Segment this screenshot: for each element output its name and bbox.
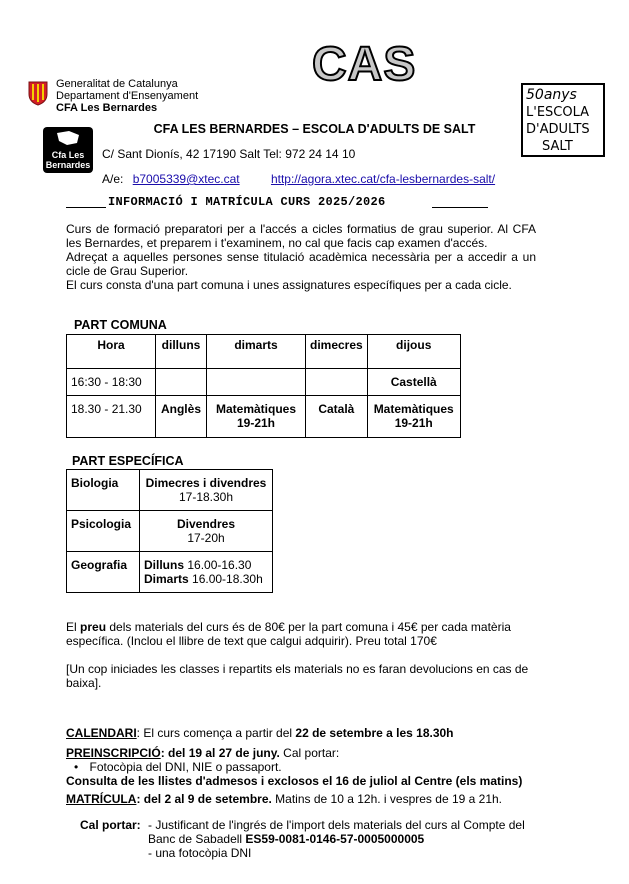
refund-note: [Un cop iniciades les classes i repartits els materials no es faran devolucions en cas de baixa]. — [66, 662, 529, 690]
portar-line-1: - Justificant de l'ingrés de l'import dels materials del curs al Compte del — [148, 818, 525, 832]
preinscripcio-line: PREINSCRIPCIÓ: del 19 al 27 de juny. Cal portar: — [66, 746, 340, 760]
bullet-icon: • — [74, 760, 79, 774]
geografia-time-2: 16.00-18.30h — [188, 572, 263, 586]
preinscripcio-label: PREINSCRIPCIÓ — [66, 746, 161, 760]
subject-geografia: Geografia — [67, 552, 140, 593]
table-row — [67, 511, 273, 552]
row1-dimecres — [306, 369, 368, 396]
row1-dijous: Castellà — [367, 369, 460, 396]
row2-hora: 18.30 - 21.30 — [67, 396, 156, 438]
matricula-label: MATRÍCULA — [66, 792, 137, 806]
row1-hora: 16:30 - 18:30 — [67, 369, 156, 396]
intro-text — [66, 222, 536, 292]
row1-dilluns — [156, 369, 207, 396]
biologia-line-1: Dimecres i divendres — [145, 476, 267, 490]
school-title: CFA LES BERNARDES – ESCOLA D'ADULTS DE SALT — [153, 122, 476, 136]
table-header-row — [67, 335, 461, 369]
title-underline-left — [66, 207, 106, 208]
table-row — [67, 369, 461, 396]
50-anys-logo — [520, 82, 606, 158]
gencat-line-3: CFA Les Bernardes — [56, 102, 158, 114]
header-dijous: dijous — [367, 335, 460, 369]
sig-line-2: L'ESCOLA — [526, 105, 590, 120]
gencat-line-1: Generalitat de Catalunya — [56, 78, 178, 90]
psicologia-line-2: 17-20h — [187, 531, 225, 545]
sig-line-4: SALT — [542, 139, 573, 154]
sig-line-3: D'ADULTS — [526, 122, 590, 137]
intro-p2: Adreçat a aquelles persones sense titulació acadèmica necessària per a accedir a un cicle de Grau Superior. — [66, 250, 536, 278]
cas-big-title: CAS — [312, 38, 417, 91]
cal-portar-section — [80, 818, 525, 860]
calendar-section — [66, 726, 566, 806]
psicologia-line-1: Divendres — [176, 517, 236, 531]
calendari-label: CALENDARI — [66, 726, 137, 740]
intro-p3: El curs consta d'una part comuna i unes assignatures específiques per a cada cicle. — [66, 278, 512, 292]
website-link[interactable]: http://agora.xtec.cat/cfa-lesbernardes-salt/ — [270, 172, 496, 186]
school-address: C/ Sant Dionís, 42 17190 Salt Tel: 972 24 14 10 — [102, 147, 356, 161]
consulta-line: Consulta de les llistes d'admesos i exclosos el 16 de juliol al Centre (els matins) — [66, 774, 523, 788]
email-label: A/e: — [102, 172, 124, 186]
schedule-biologia — [140, 470, 273, 511]
header-dimarts: dimarts — [207, 335, 306, 369]
schedule-psicologia — [140, 511, 273, 552]
cfa-les-bernardes-logo — [43, 127, 93, 173]
matricula-line: MATRÍCULA: del 2 al 9 de setembre. Matins de 10 a 12h. i vespres de 19 a 21h. — [66, 792, 502, 806]
price-text: El preu dels materials del curs és de 80€ per la part comuna i 45€ per cada matèria específica. (Inclou el llibre de text que calgui adquirir). Preu total 170€ — [66, 620, 511, 648]
header-dimecres: dimecres — [306, 335, 368, 369]
subject-biologia: Biologia — [67, 470, 140, 511]
schedule-geografia — [140, 552, 273, 593]
gencat-line-2: Departament d'Ensenyament — [56, 90, 199, 102]
portar-line-3: - una fotocòpia DNI — [148, 846, 252, 860]
cfa-logo-line-2: Bernardes — [45, 160, 91, 170]
title-underline-right — [432, 207, 488, 208]
row2-dimarts: Matemàtiques 19-21h — [207, 396, 306, 438]
intro-p1: Curs de formació preparatori per a l'accés a cicles formatius de grau superior. Al CFA les Bernardes, et preparem i t'examinem, no cal que facis cap examen d'accés. — [66, 222, 536, 250]
geografia-day-2: Dimarts — [144, 572, 189, 586]
generalitat-logo-icon — [27, 80, 49, 106]
cfa-logo-line-1: Cfa Les — [51, 150, 85, 160]
iban: ES59-0081-0146-57-0005000005 — [245, 832, 425, 846]
calendari-line: CALENDARI: El curs comença a partir del 22 de setembre a les 18.30h — [66, 726, 454, 740]
price-section — [66, 620, 546, 704]
geografia-time-1: 16.00-16.30 — [184, 558, 252, 572]
bullet-item: • Fotocòpia del DNI, NIE o passaport. — [74, 760, 282, 774]
cal-portar-label: Cal portar: — [80, 818, 141, 832]
info-title: INFORMACIÓ I MATRÍCULA CURS 2025/2026 — [108, 195, 386, 209]
part-comuna-title: PART COMUNA — [74, 318, 167, 332]
email-link[interactable]: b7005339@xtec.cat — [132, 172, 240, 186]
geografia-day-1: Dilluns — [144, 558, 185, 572]
row2-dimecres: Català — [306, 396, 368, 438]
generalitat-text — [56, 78, 198, 114]
biologia-line-2: 17-18.30h — [178, 490, 234, 504]
sig-line-1: 50anys — [526, 87, 577, 103]
table-row — [67, 396, 461, 438]
row2-dijous: Matemàtiques 19-21h — [367, 396, 460, 438]
row2-dilluns: Anglès — [156, 396, 207, 438]
subject-psicologia: Psicologia — [67, 511, 140, 552]
contact-row — [102, 172, 495, 186]
part-comuna-table — [66, 334, 461, 438]
table-row — [67, 552, 273, 593]
header-hora: Hora — [67, 335, 156, 369]
portar-line-2: Banc de Sabadell ES59-0081-0146-57-0005000005 — [148, 832, 425, 846]
row1-dimarts — [207, 369, 306, 396]
table-row — [67, 470, 273, 511]
header-dilluns: dilluns — [156, 335, 207, 369]
part-especifica-table — [66, 469, 273, 593]
part-especifica-title: PART ESPECÍFICA — [72, 454, 184, 468]
